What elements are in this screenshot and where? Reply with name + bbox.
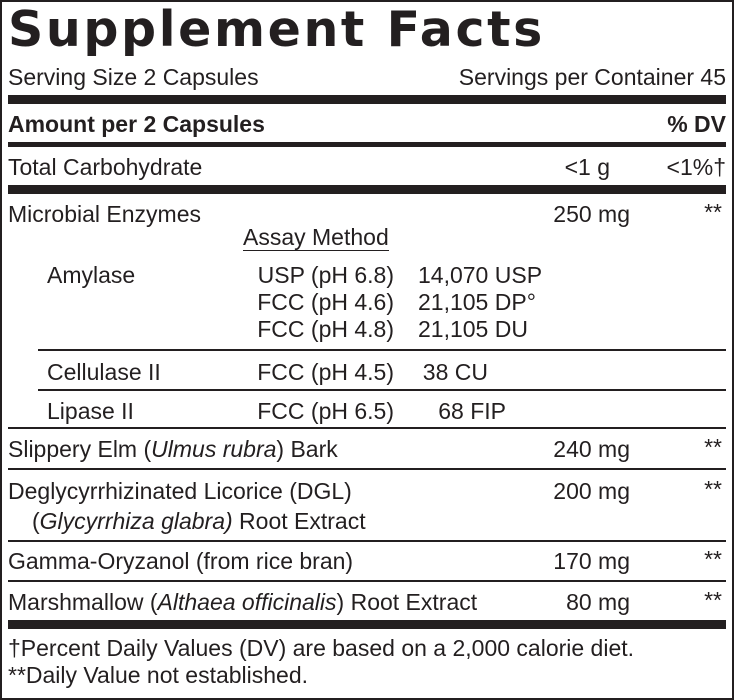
row-divider	[8, 427, 726, 429]
microbial-enzymes-name: Microbial Enzymes	[8, 201, 201, 227]
dgl-amount: 200 mg	[553, 478, 630, 504]
slippery-elm-amount: 240 mg	[553, 436, 630, 462]
assay-method-header: Assay Method	[243, 224, 389, 250]
thick-divider	[8, 95, 726, 104]
sub-divider	[38, 349, 726, 351]
gamma-oryzanol-dv: **	[704, 546, 722, 572]
amylase-name: Amylase	[47, 262, 136, 288]
amylase-value-1: 14,070 USP	[418, 262, 543, 288]
amylase-method-2: FCC (pH 4.6)	[257, 289, 394, 315]
thick-divider	[8, 185, 726, 194]
amylase-method-1: USP (pH 6.8)	[257, 262, 394, 288]
row-divider	[8, 468, 726, 470]
total-carbohydrate-dv: <1%†	[666, 154, 726, 180]
medium-divider	[8, 142, 726, 147]
servings-per-container: Servings per Container 45	[458, 64, 726, 90]
slippery-elm-dv: **	[704, 434, 722, 460]
cellulase-value: 38 CU	[422, 359, 488, 385]
cellulase-method: FCC (pH 4.5)	[257, 359, 394, 385]
marshmallow-name: Marshmallow (Althaea officinalis) Root Extract	[8, 589, 478, 615]
slippery-elm-name: Slippery Elm (Ulmus rubra) Bark	[8, 436, 338, 462]
serving-size: Serving Size 2 Capsules	[8, 64, 259, 90]
marshmallow-amount: 80 mg	[566, 589, 630, 615]
dv-header: % DV	[667, 111, 726, 137]
amylase-value-3: 21,105 DU	[418, 316, 528, 342]
microbial-enzymes-dv: **	[704, 199, 722, 225]
dgl-name: Deglycyrrhizinated Licorice (DGL)	[8, 478, 352, 504]
gamma-oryzanol-amount: 170 mg	[553, 548, 630, 574]
row-divider	[8, 580, 726, 582]
gamma-oryzanol-name: Gamma-Oryzanol (from rice bran)	[8, 548, 354, 574]
footnote-not-established: **Daily Value not established.	[8, 662, 309, 688]
row-divider	[8, 540, 726, 542]
footnote-dv: †Percent Daily Values (DV) are based on a 2,000 calorie diet.	[8, 635, 635, 661]
total-carbohydrate-name: Total Carbohydrate	[8, 154, 203, 180]
lipase-name: Lipase II	[47, 398, 134, 424]
panel-title: Supplement Facts	[8, 1, 545, 58]
dgl-dv: **	[704, 476, 722, 502]
amylase-method-3: FCC (pH 4.8)	[257, 316, 394, 342]
lipase-value: 68 FIP	[438, 398, 506, 424]
marshmallow-dv: **	[704, 587, 722, 613]
lipase-method: FCC (pH 6.5)	[257, 398, 394, 424]
sub-divider	[38, 389, 726, 391]
amylase-value-2: 21,105 DP°	[418, 289, 536, 315]
thick-divider	[8, 620, 726, 629]
microbial-enzymes-amount: 250 mg	[553, 201, 630, 227]
amount-per-serving-header: Amount per 2 Capsules	[8, 111, 265, 137]
dgl-source: (Glycyrrhiza glabra) Root Extract	[32, 508, 366, 534]
cellulase-name: Cellulase II	[47, 359, 161, 385]
total-carbohydrate-amount: <1 g	[564, 154, 610, 180]
